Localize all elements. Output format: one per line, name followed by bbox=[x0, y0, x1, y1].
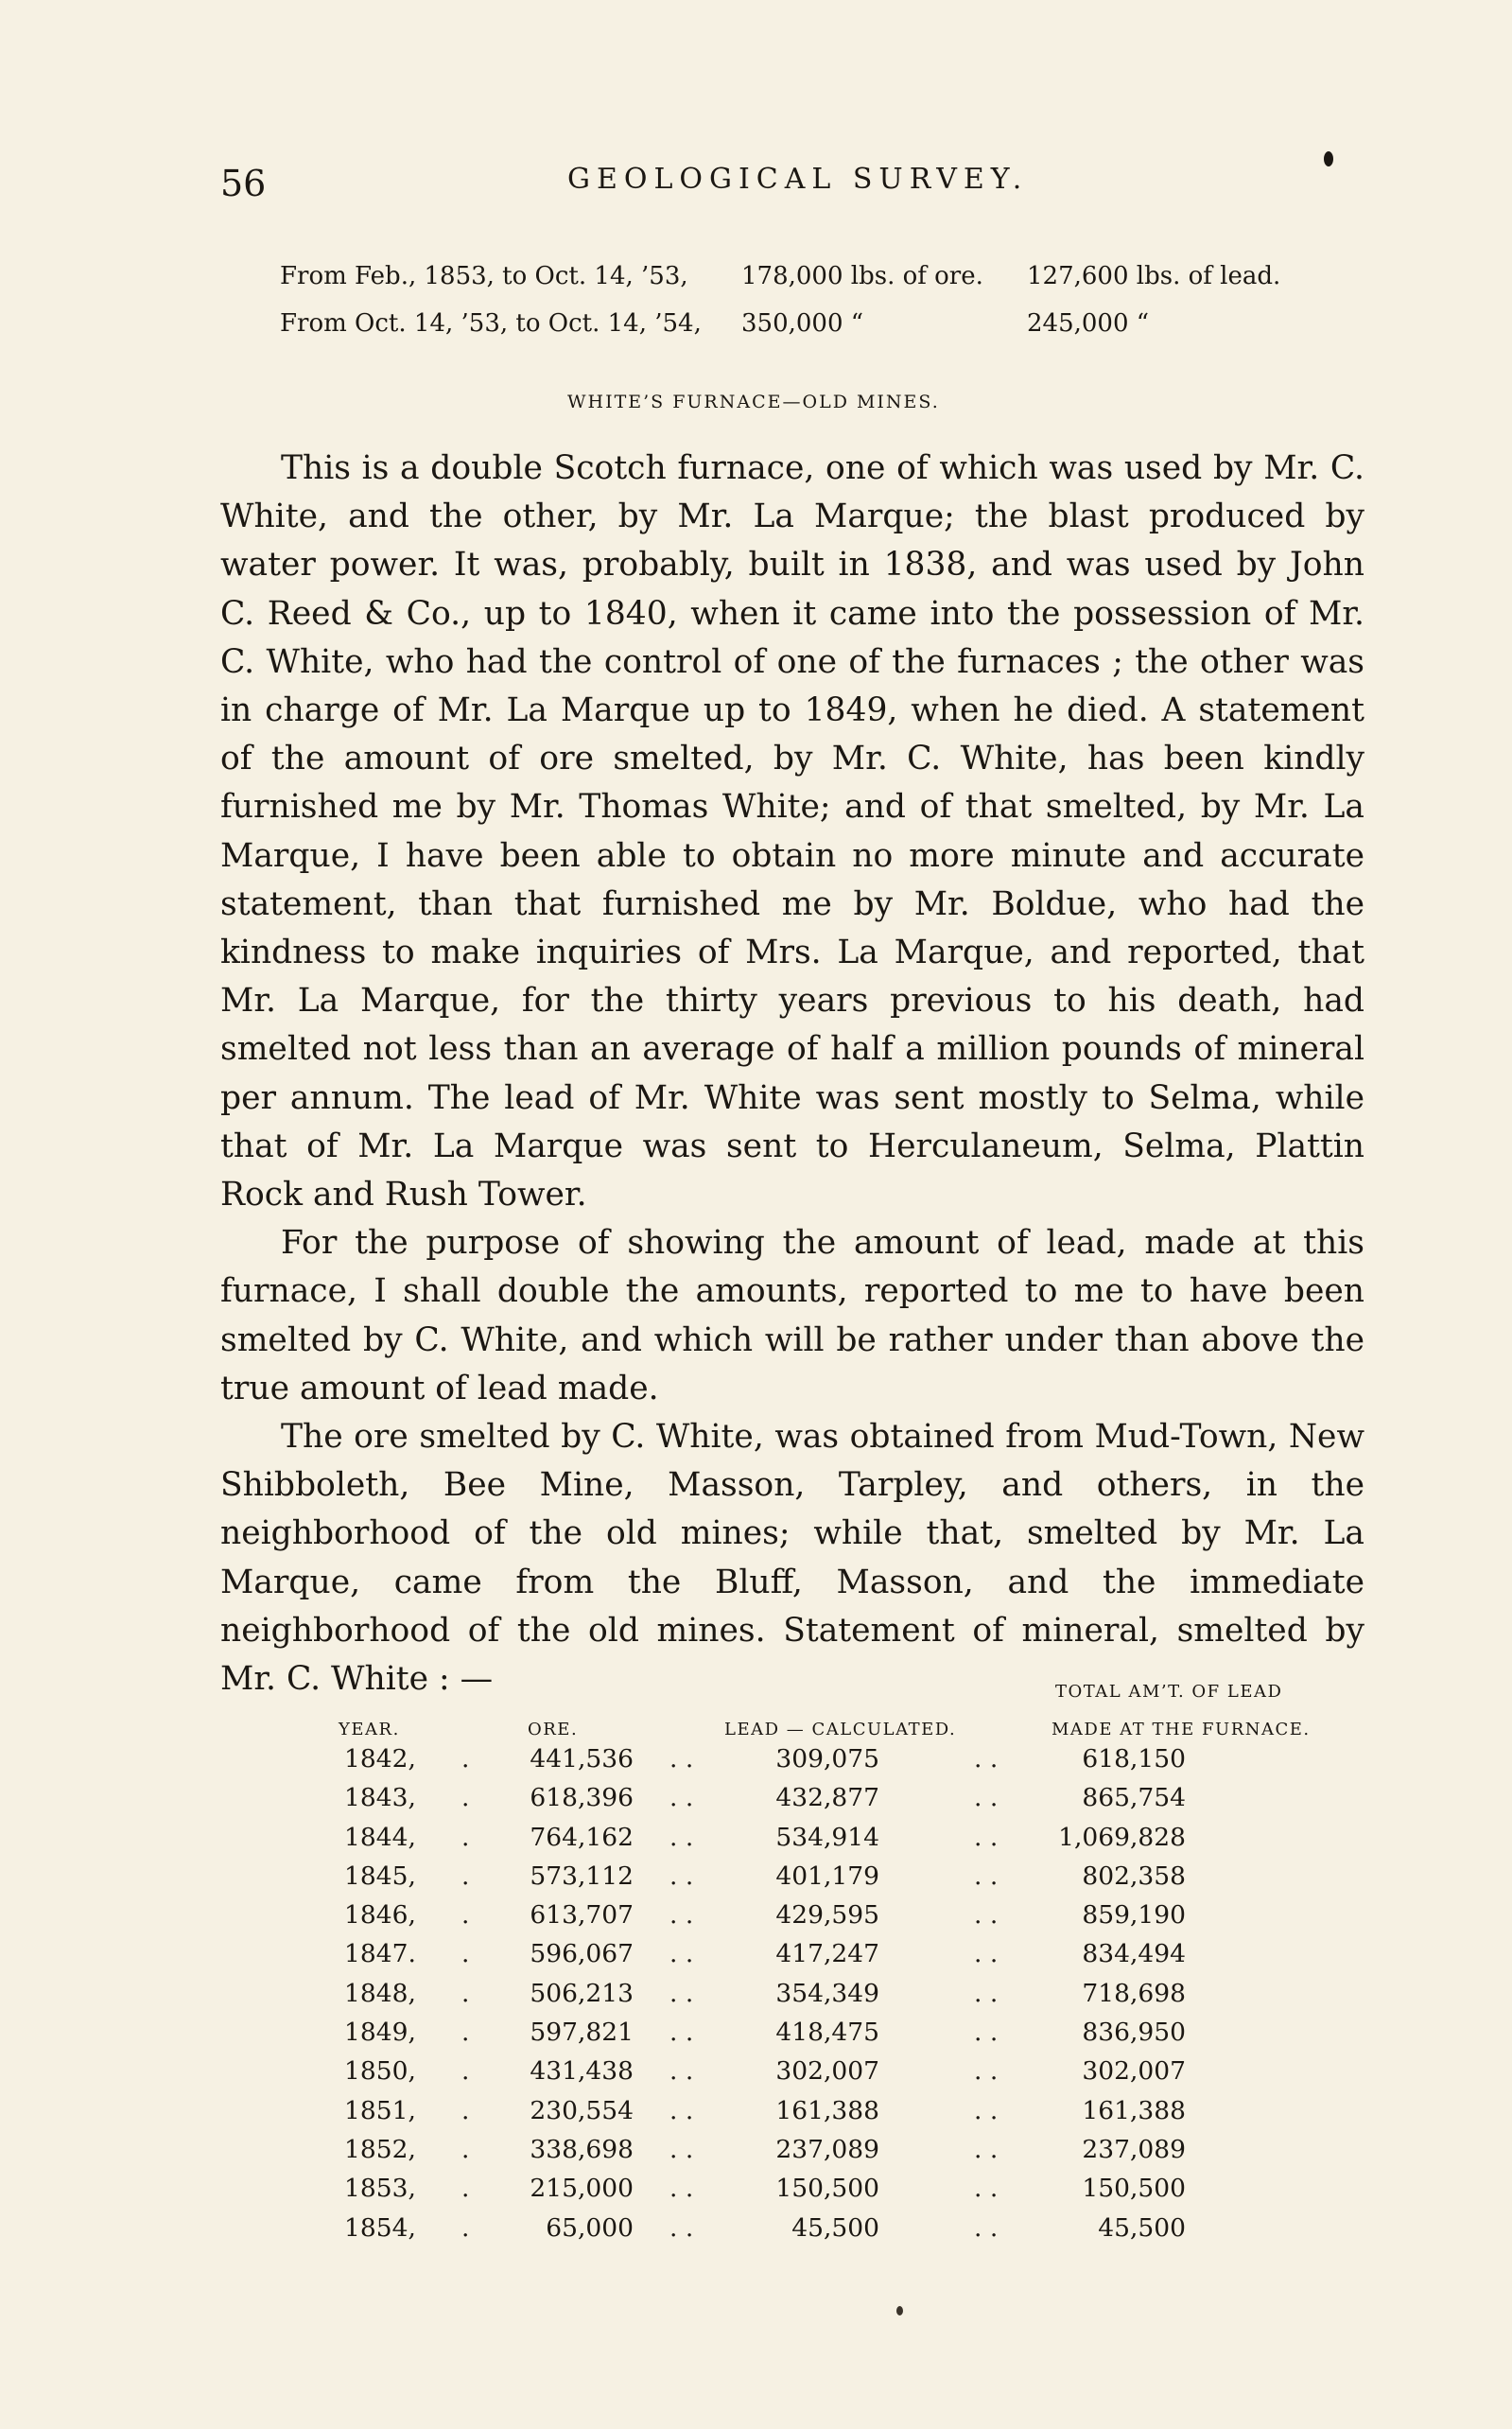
table-row bbox=[322, 1783, 1362, 1822]
row-lead-calculated: 45,500 bbox=[791, 2212, 879, 2243]
summary-ore: 178,000 lbs. of ore. bbox=[741, 262, 983, 290]
header-total-bottom: MADE AT THE FURNACE. bbox=[1051, 1720, 1311, 1739]
running-title: GEOLOGICAL SURVEY. bbox=[567, 163, 1029, 196]
production-summary bbox=[280, 262, 1339, 357]
row-year: 1850, bbox=[344, 2056, 416, 2087]
row-lead-calculated: 418,475 bbox=[775, 2018, 879, 2048]
summary-line bbox=[280, 262, 1339, 309]
row-total: 718,698 bbox=[1082, 1978, 1186, 2008]
leader-dots: . . bbox=[669, 1822, 694, 1852]
row-total: 150,500 bbox=[1082, 2174, 1186, 2204]
row-lead-calculated: 354,349 bbox=[775, 1978, 879, 2008]
row-lead-calculated: 309,075 bbox=[775, 1744, 879, 1774]
row-ore: 441,536 bbox=[530, 1744, 634, 1774]
row-ore: 431,438 bbox=[530, 2056, 634, 2087]
row-year: 1854, bbox=[344, 2212, 416, 2243]
row-ore: 597,821 bbox=[530, 2018, 634, 2048]
row-year: 1848, bbox=[344, 1978, 416, 2008]
leader-dots: . . bbox=[669, 1939, 694, 1969]
row-ore: 573,112 bbox=[530, 1861, 634, 1891]
leader-dots: . . bbox=[974, 2095, 999, 2125]
row-total: 302,007 bbox=[1082, 2056, 1186, 2087]
leader-dots: . bbox=[461, 2095, 470, 2125]
row-total: 834,494 bbox=[1082, 1939, 1186, 1969]
row-total: 865,754 bbox=[1082, 1783, 1186, 1813]
summary-period: From Feb., 1853, to Oct. 14, ’53, bbox=[280, 262, 688, 290]
row-year: 1852, bbox=[344, 2134, 416, 2164]
row-lead-calculated: 417,247 bbox=[775, 1939, 879, 1969]
table-row bbox=[322, 2174, 1362, 2212]
leader-dots: . . bbox=[669, 1861, 694, 1891]
leader-dots: . . bbox=[669, 1744, 694, 1774]
summary-lead: 127,600 lbs. of lead. bbox=[1027, 262, 1281, 290]
leader-dots: . . bbox=[974, 1939, 999, 1969]
row-year: 1845, bbox=[344, 1861, 416, 1891]
row-year: 1844, bbox=[344, 1822, 416, 1852]
table-row bbox=[322, 2213, 1362, 2252]
ink-mark bbox=[1324, 151, 1333, 166]
row-ore: 215,000 bbox=[530, 2174, 634, 2204]
header-lead-calculated: LEAD — CALCULATED. bbox=[724, 1720, 957, 1739]
leader-dots: . . bbox=[974, 1978, 999, 2008]
paragraph: For the purpose of showing the amount of lead, made at this furnace, I shall double the amounts, reported to me to have been smelted by C. White, and which will be rather under than above the true amount of lead made. bbox=[220, 1224, 1364, 1407]
leader-dots: . bbox=[461, 1744, 470, 1774]
leader-dots: . bbox=[461, 2134, 470, 2164]
row-total: 161,388 bbox=[1082, 2095, 1186, 2125]
header-ore: ORE. bbox=[528, 1720, 579, 1739]
row-total: 237,089 bbox=[1082, 2134, 1186, 2164]
summary-period: From Oct. 14, ’53, to Oct. 14, ’54, bbox=[280, 309, 702, 338]
leader-dots: . bbox=[461, 1939, 470, 1969]
leader-dots: . . bbox=[669, 1978, 694, 2008]
table-row bbox=[322, 2056, 1362, 2095]
ink-mark bbox=[896, 2306, 903, 2315]
leader-dots: . bbox=[461, 1978, 470, 2008]
row-year: 1846, bbox=[344, 1900, 416, 1931]
row-lead-calculated: 237,089 bbox=[775, 2134, 879, 2164]
leader-dots: . bbox=[461, 1900, 470, 1931]
row-total: 618,150 bbox=[1082, 1744, 1186, 1774]
row-lead-calculated: 429,595 bbox=[775, 1900, 879, 1931]
row-year: 1847. bbox=[344, 1939, 416, 1969]
table-row bbox=[322, 1939, 1362, 1978]
row-lead-calculated: 161,388 bbox=[775, 2095, 879, 2125]
row-lead-calculated: 534,914 bbox=[775, 1822, 879, 1852]
leader-dots: . bbox=[461, 1783, 470, 1813]
row-year: 1849, bbox=[344, 2018, 416, 2048]
row-total: 45,500 bbox=[1098, 2212, 1186, 2243]
leader-dots: . . bbox=[669, 2095, 694, 2125]
body-text bbox=[220, 445, 1364, 1704]
table-row bbox=[322, 2096, 1362, 2135]
table-row bbox=[322, 1744, 1362, 1783]
leader-dots: . . bbox=[974, 1744, 999, 1774]
leader-dots: . . bbox=[669, 1900, 694, 1931]
leader-dots: . . bbox=[974, 2212, 999, 2243]
mineral-statement-table bbox=[322, 1682, 1362, 2252]
row-year: 1851, bbox=[344, 2095, 416, 2125]
row-ore: 230,554 bbox=[530, 2095, 634, 2125]
row-total: 836,950 bbox=[1082, 2018, 1186, 2048]
leader-dots: . . bbox=[974, 1861, 999, 1891]
row-ore: 613,707 bbox=[530, 1900, 634, 1931]
summary-line bbox=[280, 309, 1339, 357]
leader-dots: . . bbox=[669, 1783, 694, 1813]
summary-ore: 350,000 “ bbox=[741, 309, 864, 338]
row-lead-calculated: 401,179 bbox=[775, 1861, 879, 1891]
table-header bbox=[322, 1682, 1362, 1744]
table-body bbox=[322, 1744, 1362, 2252]
leader-dots: . . bbox=[974, 1822, 999, 1852]
row-total: 802,358 bbox=[1082, 1861, 1186, 1891]
leader-dots: . bbox=[461, 2212, 470, 2243]
table-row bbox=[322, 1979, 1362, 2018]
leader-dots: . . bbox=[974, 2134, 999, 2164]
leader-dots: . . bbox=[669, 2018, 694, 2048]
row-ore: 338,698 bbox=[530, 2134, 634, 2164]
leader-dots: . . bbox=[669, 2174, 694, 2204]
leader-dots: . bbox=[461, 1822, 470, 1852]
row-total: 1,069,828 bbox=[1058, 1822, 1186, 1852]
row-year: 1853, bbox=[344, 2174, 416, 2204]
paragraph: The ore smelted by C. White, was obtained from Mud-Town, New Shibboleth, Bee Mine, Masson, Tarpley, and others, in the neighborhood of the old mines; while that, smelted by Mr. La Marque, came from the Bluff, Masson, and the immediate neighborhood of the old mines. Statement of mineral, smelted by Mr. C. White : — bbox=[220, 1418, 1364, 1699]
summary-lead: 245,000 “ bbox=[1027, 309, 1150, 338]
table-row bbox=[322, 2018, 1362, 2056]
leader-dots: . . bbox=[669, 2212, 694, 2243]
leader-dots: . . bbox=[974, 1900, 999, 1931]
header-total-top: TOTAL AM’T. OF LEAD bbox=[1055, 1682, 1283, 1702]
leader-dots: . . bbox=[669, 2056, 694, 2087]
leader-dots: . bbox=[461, 2018, 470, 2048]
row-year: 1843, bbox=[344, 1783, 416, 1813]
row-lead-calculated: 302,007 bbox=[775, 2056, 879, 2087]
row-ore: 506,213 bbox=[530, 1978, 634, 2008]
page-number: 56 bbox=[220, 163, 267, 204]
row-ore: 764,162 bbox=[530, 1822, 634, 1852]
row-ore: 596,067 bbox=[530, 1939, 634, 1969]
leader-dots: . . bbox=[974, 1783, 999, 1813]
leader-dots: . bbox=[461, 2056, 470, 2087]
leader-dots: . bbox=[461, 2174, 470, 2204]
row-total: 859,190 bbox=[1082, 1900, 1186, 1931]
row-ore: 65,000 bbox=[546, 2212, 634, 2243]
row-ore: 618,396 bbox=[530, 1783, 634, 1813]
leader-dots: . . bbox=[974, 2174, 999, 2204]
leader-dots: . bbox=[461, 1861, 470, 1891]
header-year: YEAR. bbox=[339, 1720, 400, 1739]
paragraph: This is a double Scotch furnace, one of which was used by Mr. C. White, and the other, by Mr. La Marque; the blast produced by water power. It was, probably, built in 1838, and was used by John C. Reed & Co., up to 1840, when it came into the possession of Mr. C. White, who had the control of one of the furnaces ; the other was in charge of Mr. La Marque up to 1849, when he died. A statement of the amount of ore smelted, by Mr. C. White, has been kindly furnished me by Mr. Thomas White; and of that smelted, by Mr. La Marque, I have been able to obtain no more minute and accurate statement, than that furnished me by Mr. Boldue, who had the kindness to make inquiries of Mrs. La Marque, and reported, that Mr. La Marque, for the thirty years previous to his death, had smelted not less than an average of half a million pounds of mineral per annum. The lead of Mr. White was sent mostly to Selma, while that of Mr. La Marque was sent to Herculaneum, Selma, Plattin Rock and Rush Tower. bbox=[220, 449, 1364, 1214]
table-row bbox=[322, 1900, 1362, 1939]
table-row bbox=[322, 1823, 1362, 1861]
table-row bbox=[322, 2135, 1362, 2174]
row-lead-calculated: 150,500 bbox=[775, 2174, 879, 2204]
row-lead-calculated: 432,877 bbox=[775, 1783, 879, 1813]
table-row bbox=[322, 1861, 1362, 1900]
section-heading: WHITE’S FURNACE—OLD MINES. bbox=[567, 392, 940, 412]
leader-dots: . . bbox=[974, 2018, 999, 2048]
leader-dots: . . bbox=[669, 2134, 694, 2164]
leader-dots: . . bbox=[974, 2056, 999, 2087]
row-year: 1842, bbox=[344, 1744, 416, 1774]
